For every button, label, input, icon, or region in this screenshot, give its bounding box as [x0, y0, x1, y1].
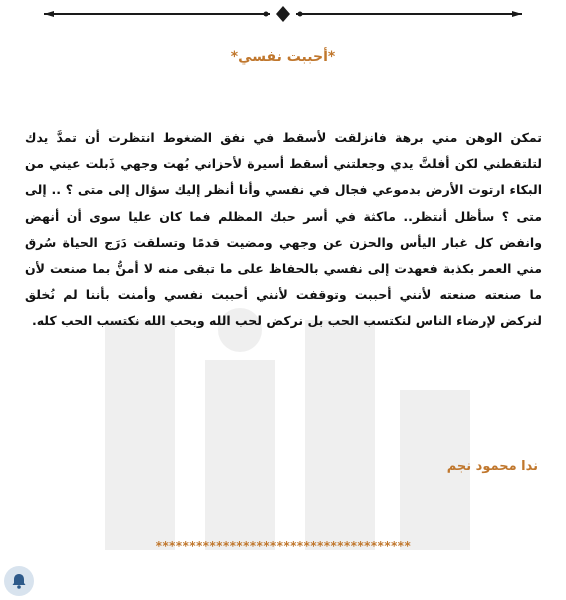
footer-separator: **************************************	[155, 539, 411, 553]
bell-icon	[10, 572, 28, 590]
poem-title: *أحببت نفسي*	[230, 49, 336, 65]
notification-button[interactable]	[4, 566, 34, 596]
author-name: ندا محمود نجم	[446, 459, 538, 474]
body-paragraph: تمكن الوهن مني برهة فانزلقت لأسقط في نفق الضغوط انتظرت أن تمدَّ يدك لتلتقطني لكن أفلتَّ يدي وجعلتني أسقط أسيرة لأحزاني بُهت وجهي ذَبلت عيني من البكاء ارتوت الأرض بدموعي فجال في نفسي وأنا أنظر إليك سؤال إلى متى ؟ .. إلى متى ؟ سأظل أنتظر.. ماكثة في أسر حبك المظلم فما كان عليا سوى أن أنهض وانفض كل غبار اليأس والحزن عن وجهي ومضيت قدمًا وتسلقت دَرَج الحياة سُرق مني العمر بكذبة فعهدت إلى نفسي بالحفاظ على ما تبقى منه لا أمنُّ بما صنعت لأن ما صنعته صنعته لأنني أحببت وتوقفت لأنني أحببت نفسي وأمنت بأننا لم نُخلق لنركض لإرضاء الناس لنكتسب الحب بل نركض لحب الله وبحب الله نكتسب الحب كله.	[25, 130, 542, 329]
ornamental-divider-icon	[40, 3, 526, 25]
logo-watermark	[95, 300, 485, 560]
body-text	[25, 125, 542, 335]
